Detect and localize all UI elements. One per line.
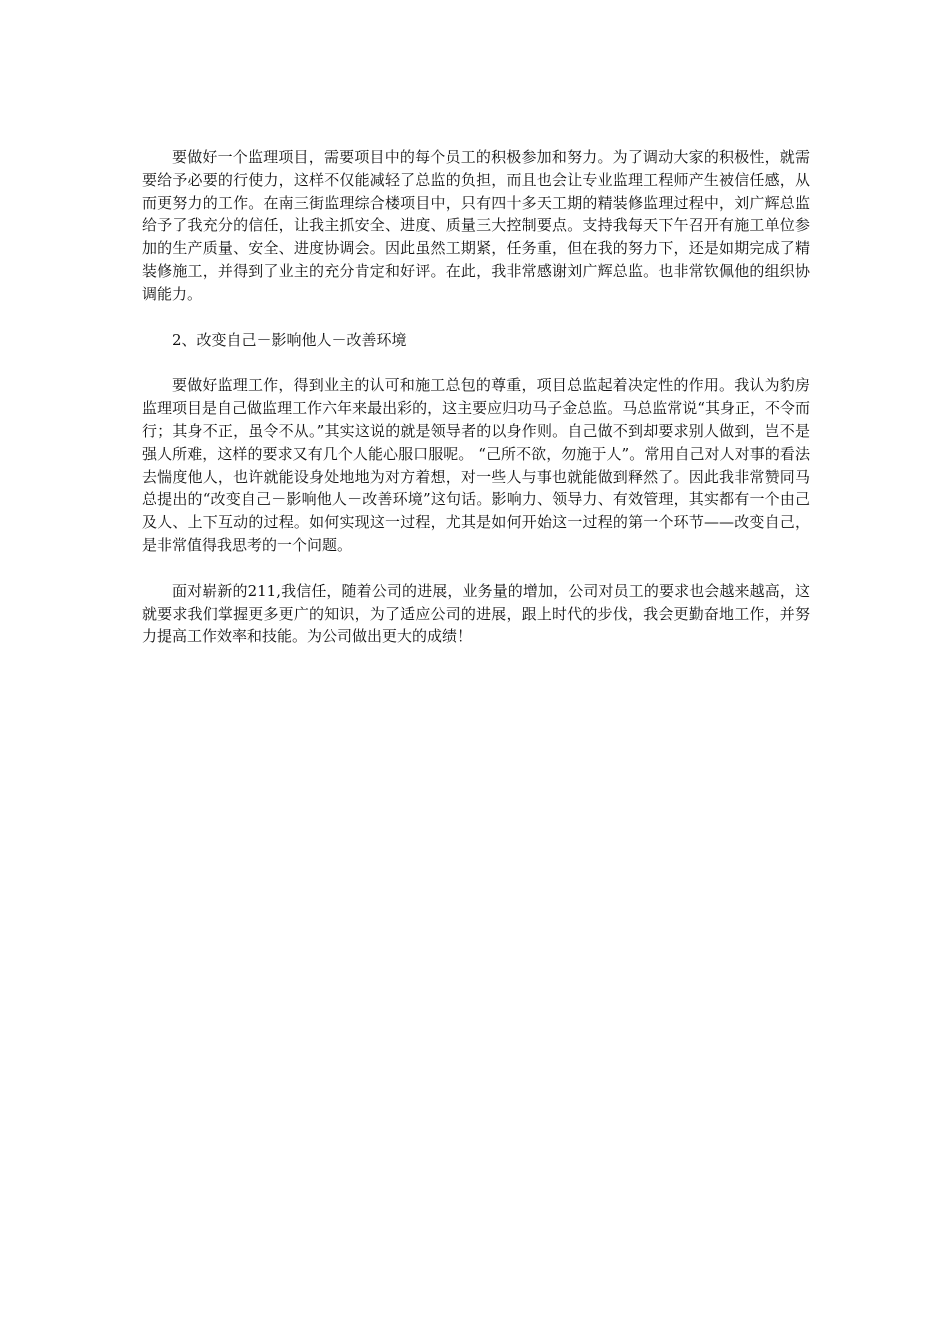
paragraph-spacer — [142, 351, 810, 374]
document-page — [142, 146, 810, 648]
paragraph-future-outlook: 面对崭新的211,我信任，随着公司的进展，业务量的增加，公司对员工的要求也会越来越高，这就要求我们掌握更多更广的知识，为了适应公司的进展，跟上时代的步伐，我会更勤奋地工作，并努力提高工作效率和技能。为公司做出更大的成绩！ — [142, 581, 810, 646]
section-heading: 2、改变自己－影响他人－改善环境 — [172, 330, 407, 349]
paragraph-change-yourself: 要做好监理工作，得到业主的认可和施工总包的尊重，项目总监起着决定性的作用。我认为豹房监理项目是自己做监理工作六年来最出彩的，这主要应归功马子金总监。马总监常说“其身正，不令而行；其身不正，虽令不从。”其实这说的就是领导者的以身作则。自己做不到却要求别人做到，岂不是强人所难，这样的要求又有几个人能心服口服呢。 “己所不欲，勿施于人”。常用自己对人对事的看法去惴度他人，也许就能设身处地地为对方着想，对一些人与事也就能做到释然了。因此我非常赞同马总提出的“改变自己－影响他人－改善环境”这句话。影响力、领导力、有效管理，其实都有一个由己及人、上下互动的过程。如何实现这一过程，尤其是如何开始这一过程的第一个环节——改变自己，是非常值得我思考的一个问题。 — [142, 376, 810, 554]
paragraph-leadership-trust: 要做好一个监理项目，需要项目中的每个员工的积极参加和努力。为了调动大家的积极性，就需要给予必要的行使力，这样不仅能减轻了总监的负担，而且也会让专业监理工程师产生被信任感，从而更努力的工作。在南三街监理综合楼项目中，只有四十多天工期的精装修监理过程中，刘广辉总监给予了我充分的信任，让我主抓安全、进度、质量三大控制要点。支持我每天下午召开有施工单位参加的生产质量、安全、进度协调会。因此虽然工期紧，任务重，但在我的努力下，还是如期完成了精装修施工，并得到了业主的充分肯定和好评。在此，我非常感谢刘广辉总监。也非常钦佩他的组织协调能力。 — [142, 148, 810, 303]
paragraph-spacer — [142, 557, 810, 580]
paragraph-spacer — [142, 306, 810, 329]
